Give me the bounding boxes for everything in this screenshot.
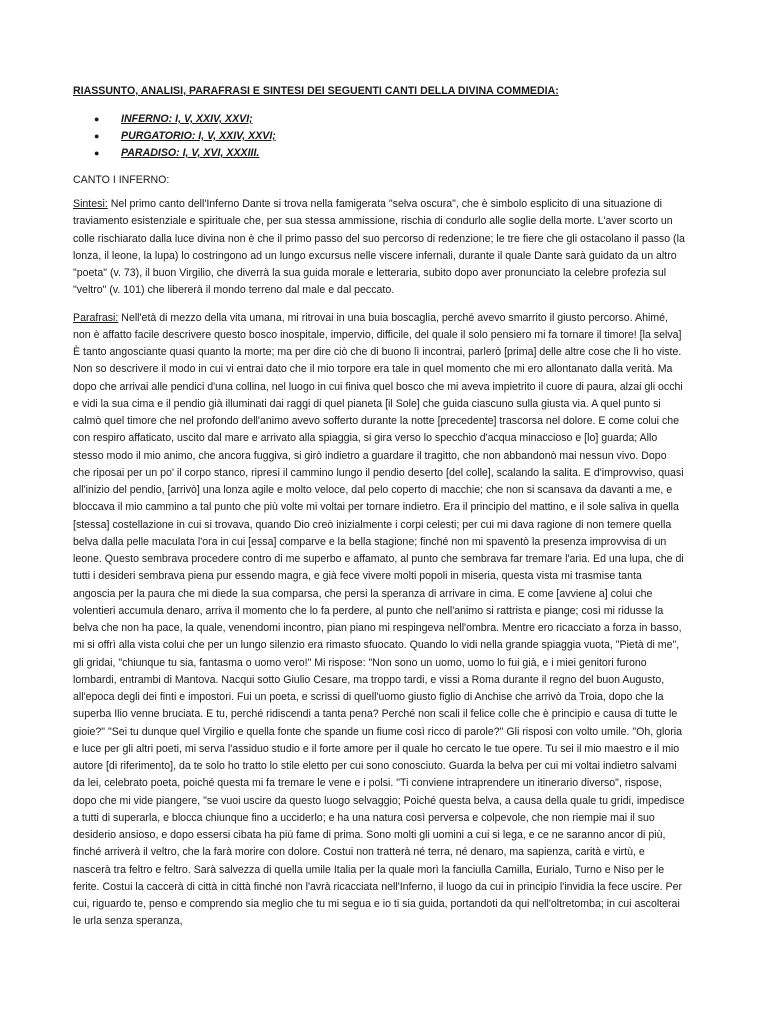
document-title: RIASSUNTO, ANALISI, PARAFRASI E SINTESI DEI SEGUENTI CANTI DELLA DIVINA COMMEDIA: (73, 85, 559, 97)
sintesi-text: Nel primo canto dell'Inferno Dante si trova nella famigerata "selva oscura", che è simbolo esplicito di una situazione di traviamento esistenziale e spirituale che, per sua stessa ammissione, rischia di condurlo alle soglie della morte. L'aver scorto un colle rischiarato dalla luce divina non è che il primo passo del suo percorso di redenzione; le tre fiere che gli ostacolano il passo (la lonza, il leone, la lupa) lo costringono ad un lungo excursus nelle viscere infernali, durante il quale Dante sarà guidato da un altro "poeta" (v. 73), il buon Virgilio, che diverrà la sua guida morale e letteraria, subito dopo aver pronunciato la celebre profezia sul "veltro" (v. 101) che libererà il mondo terreno dal male e dal peccato. (73, 198, 685, 297)
sintesi-label: Sintesi: (73, 198, 108, 210)
bullet-icon: ● (94, 131, 100, 141)
canto-heading: CANTO I INFERNO: (73, 174, 170, 186)
list-item-text: PURGATORIO: I, V, XXIV, XXVI; (121, 130, 276, 142)
bullet-icon: ● (94, 114, 100, 124)
list-item (73, 111, 685, 128)
canti-list (73, 111, 685, 162)
list-item (73, 145, 685, 162)
bullet-icon: ● (94, 148, 100, 158)
list-item-text: PARADISO: I, V, XVI, XXXIII. (121, 147, 260, 159)
parafrasi-text: Nell'età di mezzo della vita umana, mi ritrovai in una buia boscaglia, perché avevo smarrito il giusto percorso. Ahimé, non è affatto facile descrivere questo bosco inospitale, impervio, difficile, del quale il solo pensiero mi fa tornare il timore! [la selva] È tanto angosciante quasi quanto la morte; ma per dire ciò che di buono lì incontrai, parlerò [prima] delle altre cose che lì ho viste. Non so descrivere il modo in cui vi entrai dato che il mio torpore era tale in quel momento che mi ero allontanato dalla verità. Ma dopo che arrivai alle pendici d'una collina, nel luogo in cui finiva quel bosco che mi aveva impietrito il cuore di paura, alzai gli occhi e vidi la sua cima e il pendio già illuminati dai raggi di quel pianeta [il Sole] che guida ciascuno sulla giusta via. A quel punto si calmò quel timore che nel profondo dell'animo avevo sofferto durante la notte [precedente] trascorsa nel dolore. E come colui che con respiro affaticato, uscito dal mare e arrivato alla spiaggia, si gira verso lo specchio d'acqua minaccioso e [lo] guarda; Allo stesso modo il mio animo, che ancora fuggiva, si girò indietro a guardare il tragitto, che non abbandonò mai nessun vivo. Dopo che riposai per un po' il corpo stanco, ripresi il cammino lungo il pendio deserto [del colle], scalando la salita. E d'improvviso, quasi all'inizio del pendio, [arrivò] una lonza agile e molto veloce, dal pelo coperto di macchie; che non si scansava da davanti a me, e bloccava il mio cammino a tal punto che più volte mi voltai per tornare indietro. Era il principio del mattino, e il sole saliva in quella [stessa] costellazione in cui si trovava, quando Dio creò inizialmente i corpi celesti; per cui mi dava ragione di non temere quella belva dalla pelle maculata l'ora in cui [essa] comparve e la bella stagione; finché non mi spaventò la presenza improvvisa di un leone. Questo sembrava procedere contro di me superbo e affamato, al punto che sembrava far tremare l'aria. Ed una lupa, che di tutti i desideri sembrava piena pur essendo magra, e già fece vivere molti popoli in miseria, questa vista mi trasmise tanta angoscia per la paura che mi diede la sua comparsa, che persi la speranza di arrivare in cima. E come [avviene a] colui che volentieri accumula denaro, arriva il momento che lo fa perdere, al punto che nell'animo si rattrista e piange; così mi ridusse la belva che non ha pace, la quale, venendomi incontro, pian piano mi respingeva nell'ombra. Mentre ero ricacciato a forza in basso, mi si offrì alla vista colui che per un lungo silenzio era rimasto sfuocato. Quando lo vidi nella grande spiaggia vuota, "Pietà di me", gli gridai, "chiunque tu sia, fantasma o uomo vero!" Mi rispose: "Non sono un uomo, uomo lo fui già, e i miei genitori furono lombardi, entrambi di Mantova. Nacqui sotto Giulio Cesare, ma troppo tardi, e vissi a Roma durante il regno del buon Augusto, all'epoca degli dei finti e impostori. Fui un poeta, e scrissi di quell'uomo giusto figlio di Anchise che arrivò da Troia, dopo che la superba Ilio venne bruciata. E tu, perché ridiscendi a tanta pena? Perché non scali il felice colle che è principio e causa di tutte le gioie?" "Sei tu dunque quel Virgilio e quella fonte che spande un fiume così ricco di parole?" Gli risposi con volto umile. "Oh, gloria e luce per gli altri poeti, mi serva l'assiduo studio e il forte amore per il quale ho cercato le tue opere. Tu sei il mio maestro e il mio autore [di riferimento], da te solo ho tratto lo stile eletto per cui sono conosciuto. Guarda la belva per cui mi voltai indietro salvami da lei, celebrato poeta, poiché questa mi fa tremare le vene e i polsi. "Ti conviene intraprendere un itinerario diverso", rispose, dopo che mi vide piangere, "se vuoi uscire da questo luogo selvaggio; Poiché questa belva, a causa della quale tu gridi, impedisce a tutti di superarla, e blocca chiunque fino a ucciderlo; e ha una natura così perversa e colpevole, che non riempie mai il suo desiderio ansioso, e dopo essersi cibata ha più fame di prima. Sono molti gli uomini a cui si lega, e ce ne saranno ancor di più, finché arriverà il veltro, che la farà morire con dolore. Costui non tratterà né terra, né denaro, ma sapienza, carità e virtù, e nascerà tra feltro e feltro. Sarà salvezza di quella umile Italia per la quale morì la fanciulla Camilla, Eurialo, Turno e Niso per le ferite. Costui la caccerà di città in città finché non l'avrà ricacciata nell'Inferno, il luogo da cui in principio l'invidia la fece uscire. Per cui, riguardo te, penso e comprendo sia meglio che tu mi segua e io ti sia guida, portandoti da qui nell'oltretomba; in cui ascolterai le urla senza speranza, (73, 311, 685, 928)
parafrasi-paragraph (73, 310, 685, 931)
sintesi-paragraph (73, 196, 685, 300)
list-item (73, 128, 685, 145)
list-item-text: INFERNO: I, V, XXIV, XXVI; (121, 113, 253, 125)
parafrasi-label: Parafrasi: (73, 311, 119, 324)
document-page (73, 84, 685, 941)
